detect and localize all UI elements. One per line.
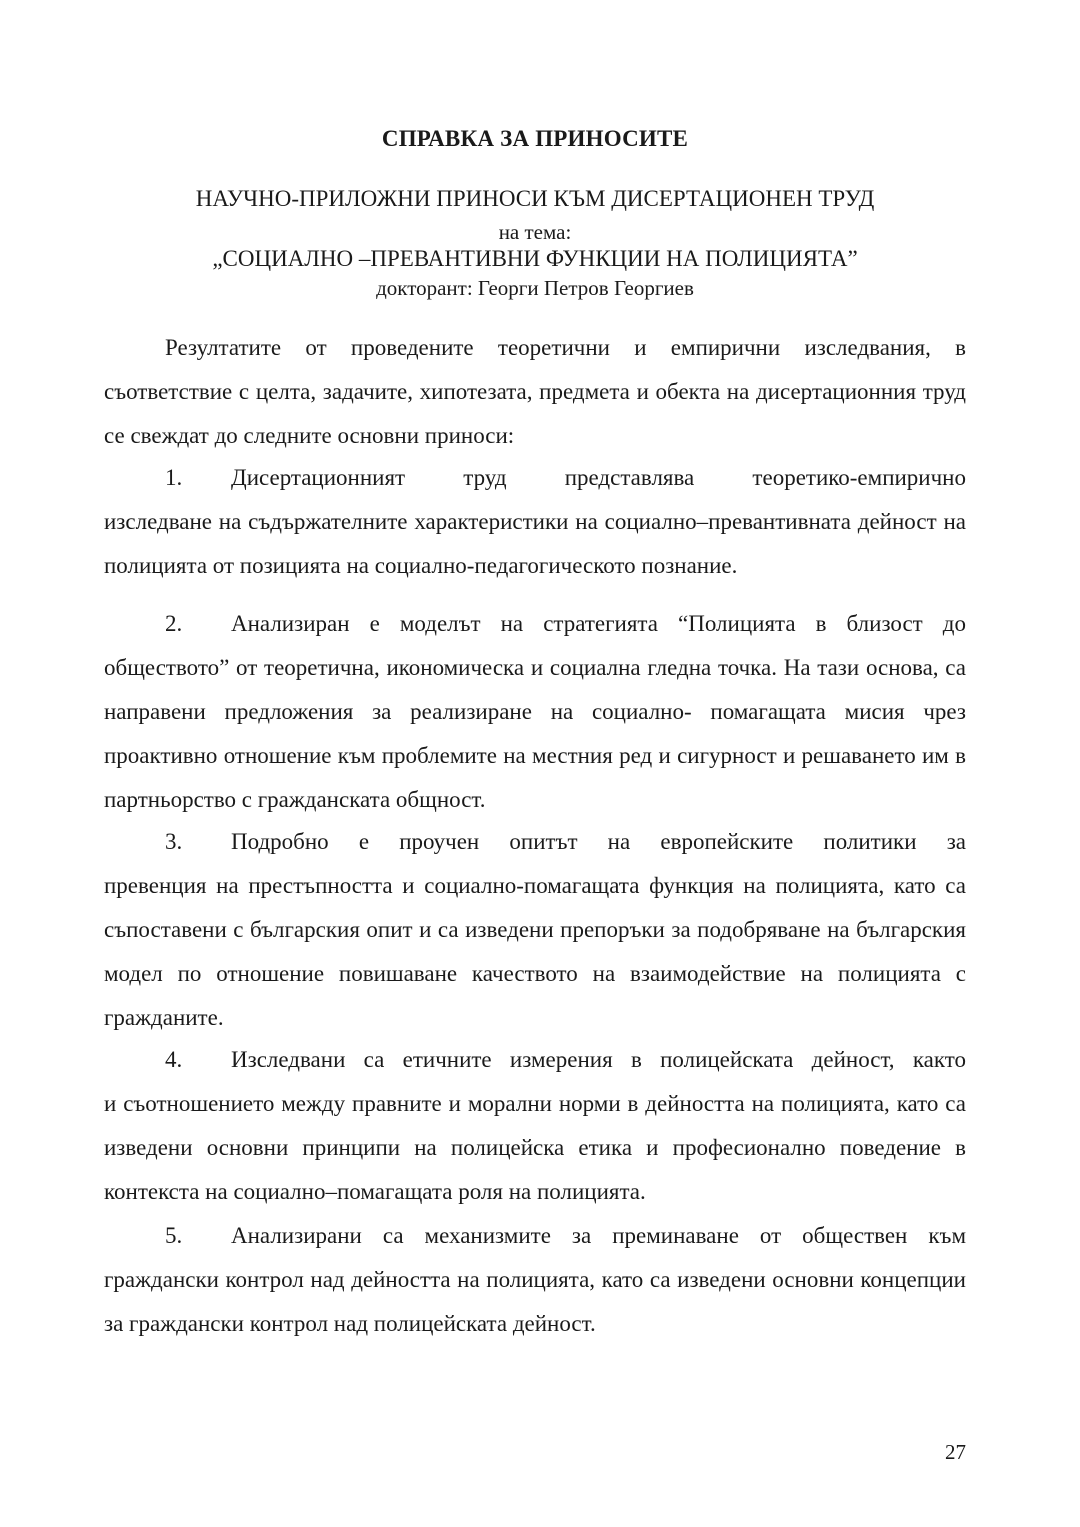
page-title: СПРАВКА ЗА ПРИНОСИТЕ <box>381 126 689 151</box>
contribution-number: 1. <box>165 465 183 490</box>
contribution-first-line: 4. Изследвани са етичните измерения в полицейската дейност, както <box>104 1038 966 1082</box>
dissertation-subtitle: НАУЧНО-ПРИЛОЖНИ ПРИНОСИ КЪМ ДИСЕРТАЦИОНЕН ТРУД <box>195 186 875 211</box>
contribution-number: 2. <box>165 611 183 636</box>
contribution-first-line: 3. Подробно е проучен опитът на европейските политики за <box>104 820 966 864</box>
page-number: 27 <box>945 1440 966 1464</box>
topic-label: на тема: <box>498 220 572 244</box>
contribution-number: 4. <box>165 1047 183 1072</box>
dissertation-topic: „СОЦИАЛНО –ПРЕВАНТИВНИ ФУНКЦИИ НА ПОЛИЦИЯТА” <box>212 246 858 271</box>
contribution-number: 3. <box>165 829 183 854</box>
contribution-text: превенция на престъпността и социално-помагащата функция на полицията, като са съпоставени с българския опит и са изведени препоръки за подобряване на българския модел по отношение повишаване качеството на взаимодействие на полицията с гражданите. <box>104 873 966 1030</box>
intro-paragraph: Резултатите от проведените теоретични и емпирични изследвания, в съответствие с целта, задачите, хипотезата, предмета и обекта на дисертационния труд се свеждат до следните основни приноси: <box>104 335 966 448</box>
contribution-first-line: 5. Анализирани са механизмите за преминаване от обществен към <box>104 1214 966 1258</box>
contribution-item-3 <box>104 820 966 1040</box>
contribution-item-5 <box>104 1214 966 1346</box>
contribution-text: и съотношението между правните и морални норми в дейността на полицията, като са изведени основни принципи на полицейска етика и професионално поведение в контекста на социално–помагащата роля на полицията. <box>104 1091 966 1204</box>
contribution-first-line: 1. Дисертационният труд представлява теоретико-емпирично <box>104 456 966 500</box>
author-line: докторант: Георги Петров Георгиев <box>376 276 694 300</box>
contribution-number: 5. <box>165 1223 183 1248</box>
contribution-text: изследване на съдържателните характеристики на социално–превантивната дейност на полицията от позицията на социално-педагогическото познание. <box>104 509 966 578</box>
contribution-item-2 <box>104 602 966 822</box>
contribution-text: граждански контрол над дейността на полицията, като са изведени основни концепции за граждански контрол над полицейската дейност. <box>104 1267 966 1336</box>
contribution-item-1 <box>104 456 966 588</box>
contribution-first-line: 2. Анализиран е моделът на стратегията “Полицията в близост до <box>104 602 966 646</box>
contribution-text: обществото” от теоретична, икономическа и социална гледна точка. На тази основа, са направени предложения за реализиране на социално- помагащата мисия чрез проактивно отношение към проблемите на местния ред и сигурност и решаването им в партньорство с гражданската общност. <box>104 655 966 812</box>
contribution-item-4 <box>104 1038 966 1214</box>
